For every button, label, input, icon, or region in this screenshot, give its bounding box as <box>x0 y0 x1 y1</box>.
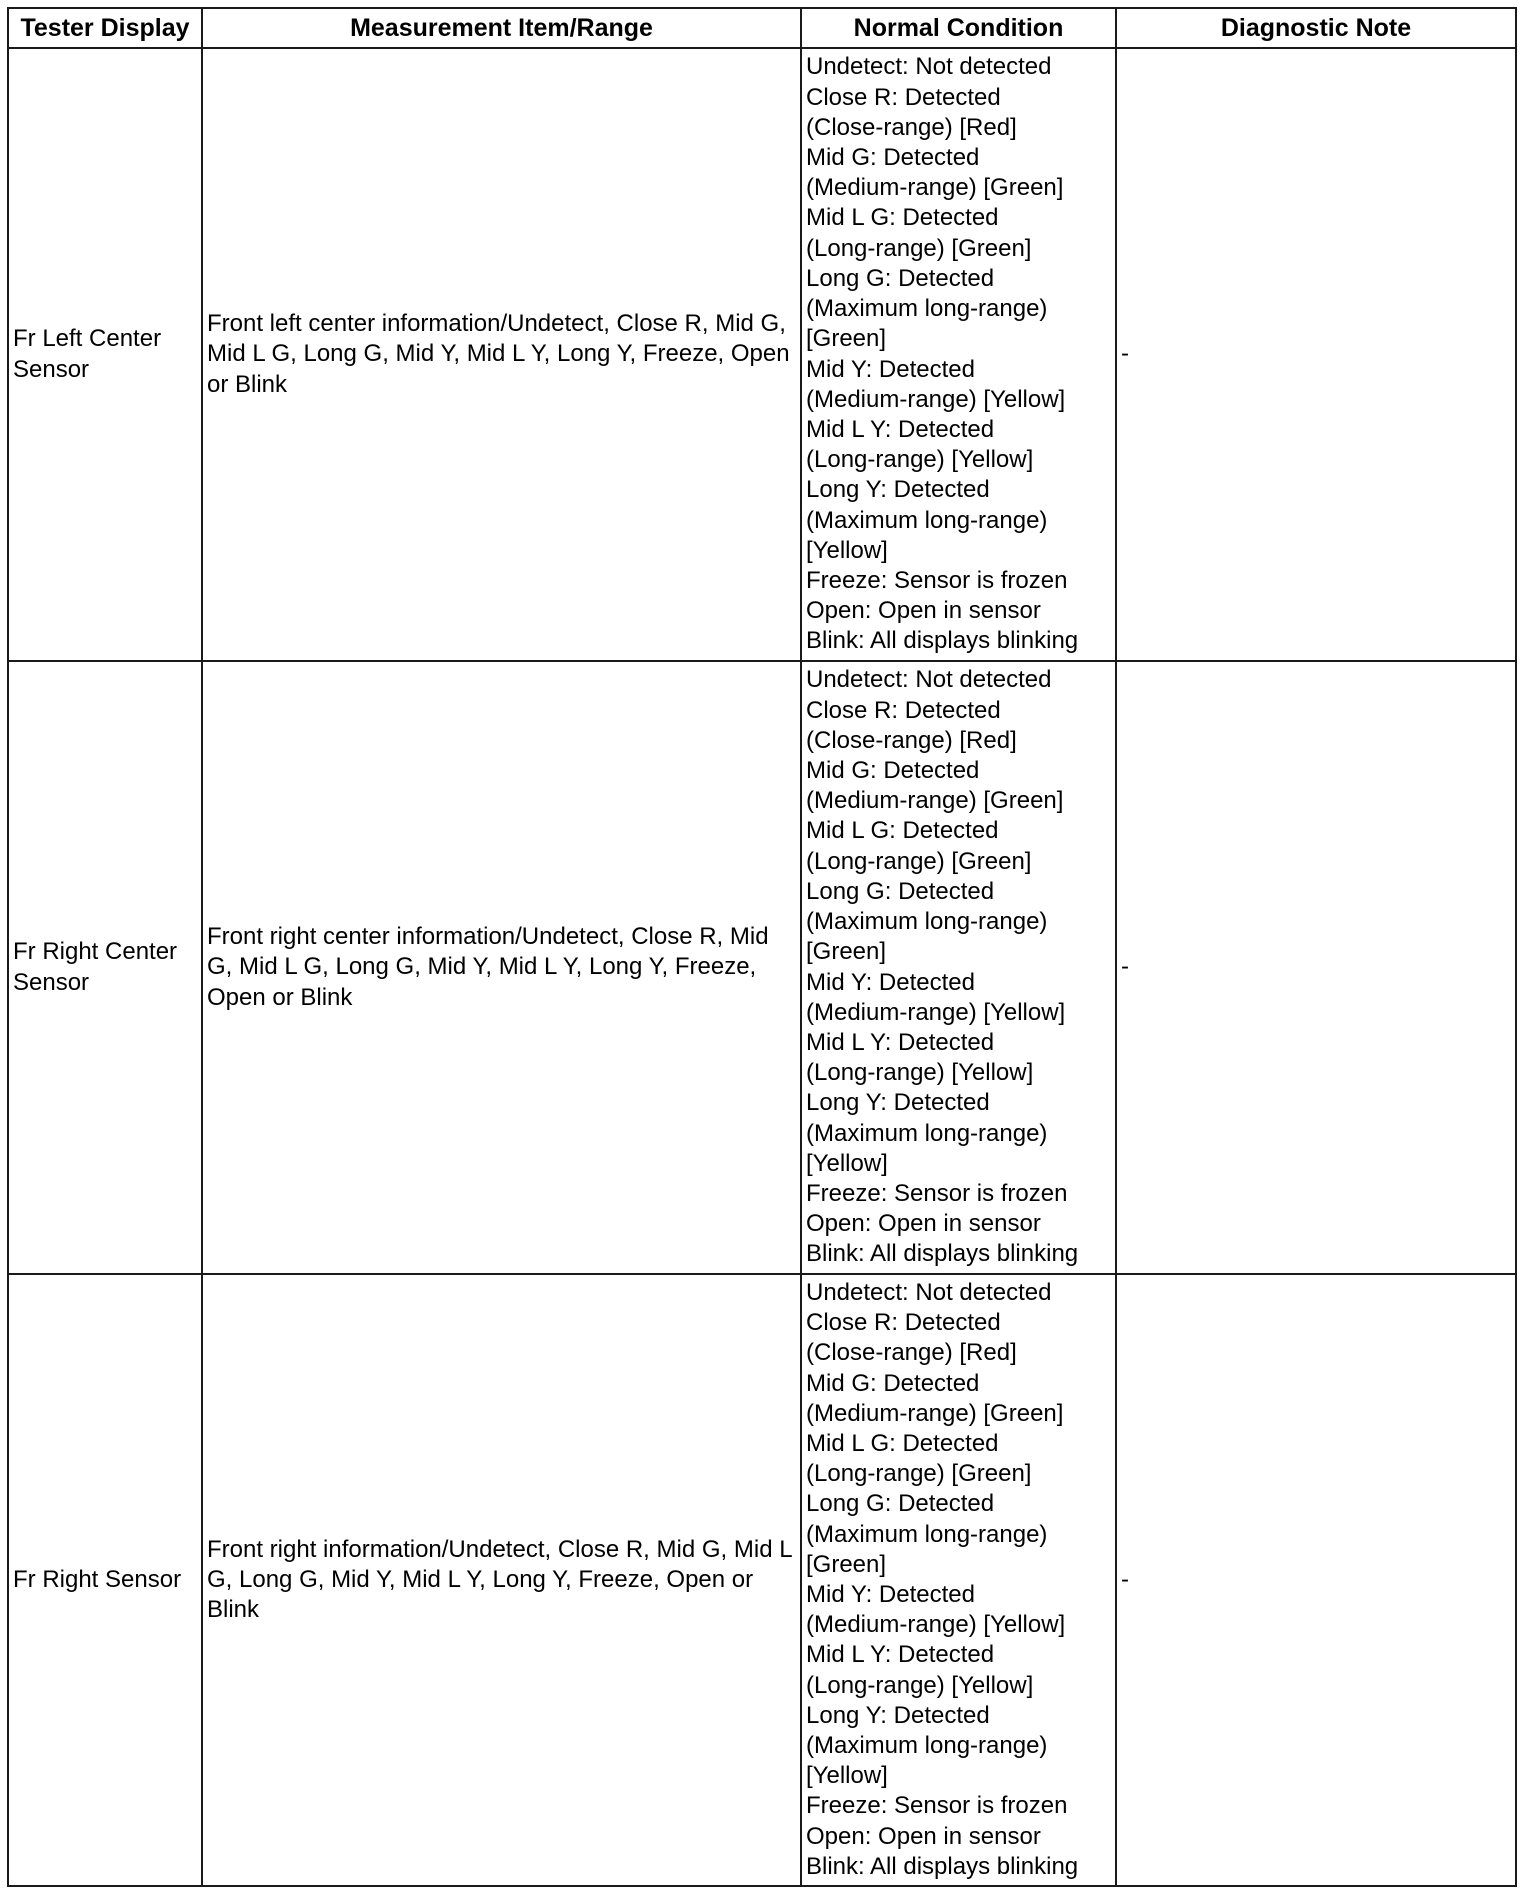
condition-line: (Medium-range) [Yellow] <box>806 385 1066 413</box>
condition-line: (Long-range) [Green] <box>806 847 1032 875</box>
condition-line: Mid L Y: Detected <box>806 1641 995 1669</box>
condition-line: Freeze: Sensor is frozen <box>806 1792 1068 1820</box>
normal-condition-cell <box>801 48 1116 661</box>
condition-line: [Yellow] <box>806 1149 888 1177</box>
condition-line: (Close-range) [Red] <box>806 726 1017 754</box>
condition-line: Long G: Detected <box>806 1490 995 1518</box>
condition-line: (Medium-range) [Yellow] <box>806 998 1066 1026</box>
condition-line: (Maximum long-range) <box>806 908 1048 936</box>
measurement-cell: Front right information/Undetect, Close R, Mid G, Mid L G, Long G, Mid Y, Mid L Y, Long Y, Freeze, Open or Blink <box>202 1274 801 1886</box>
condition-line: Long Y: Detected <box>806 476 990 504</box>
condition-line: (Medium-range) [Green] <box>806 1399 1064 1427</box>
condition-line: [Yellow] <box>806 1762 888 1790</box>
condition-line: (Medium-range) [Green] <box>806 787 1064 815</box>
condition-line: Close R: Detected <box>806 696 1001 724</box>
condition-line: (Maximum long-range) <box>806 506 1048 534</box>
table-row <box>8 48 1516 661</box>
condition-line: [Green] <box>806 1550 887 1578</box>
condition-line: (Long-range) [Green] <box>806 234 1032 262</box>
header-diagnostic-note: Diagnostic Note <box>1116 8 1516 48</box>
condition-line: (Maximum long-range) <box>806 1520 1048 1548</box>
condition-line: (Medium-range) [Green] <box>806 174 1064 202</box>
condition-line: Mid G: Detected <box>806 1369 980 1397</box>
condition-line: Mid L G: Detected <box>806 817 999 845</box>
tester-display-cell: Fr Right Center Sensor <box>8 661 202 1274</box>
header-row <box>8 8 1516 48</box>
condition-line: (Close-range) [Red] <box>806 113 1017 141</box>
condition-line: Blink: All displays blinking <box>806 1240 1079 1268</box>
condition-line: Mid G: Detected <box>806 144 980 172</box>
condition-line: Undetect: Not detected <box>806 53 1052 81</box>
condition-line: Undetect: Not detected <box>806 1278 1052 1306</box>
diagnostic-note-cell: - <box>1116 48 1516 661</box>
condition-line: Long Y: Detected <box>806 1089 990 1117</box>
condition-line: (Long-range) [Yellow] <box>806 1671 1034 1699</box>
condition-line: Open: Open in sensor <box>806 1822 1041 1850</box>
condition-line: Open: Open in sensor <box>806 597 1041 625</box>
condition-line: [Green] <box>806 938 887 966</box>
normal-condition-cell <box>801 1274 1116 1886</box>
condition-line: Long Y: Detected <box>806 1701 990 1729</box>
condition-line: Mid L G: Detected <box>806 204 999 232</box>
tester-display-cell: Fr Right Sensor <box>8 1274 202 1886</box>
condition-line: Long G: Detected <box>806 264 995 292</box>
condition-line: Open: Open in sensor <box>806 1210 1041 1238</box>
tester-display-cell: Fr Left Center Sensor <box>8 48 202 661</box>
table-row <box>8 661 1516 1274</box>
measurement-cell: Front left center information/Undetect, Close R, Mid G, Mid L G, Long G, Mid Y, Mid L Y, Long Y, Freeze, Open or Blink <box>202 48 801 661</box>
condition-line: (Maximum long-range) <box>806 295 1048 323</box>
header-normal-condition: Normal Condition <box>801 8 1116 48</box>
condition-line: Undetect: Not detected <box>806 666 1052 694</box>
condition-line: Mid Y: Detected <box>806 355 975 383</box>
condition-line: Mid Y: Detected <box>806 968 975 996</box>
condition-line: [Yellow] <box>806 536 888 564</box>
condition-line: (Long-range) [Green] <box>806 1460 1032 1488</box>
condition-line: (Long-range) [Yellow] <box>806 446 1034 474</box>
diagnostic-note-cell: - <box>1116 1274 1516 1886</box>
condition-line: Mid L G: Detected <box>806 1429 999 1457</box>
data-list-table <box>7 7 1517 1887</box>
condition-line: (Long-range) [Yellow] <box>806 1059 1034 1087</box>
condition-line: Close R: Detected <box>806 83 1001 111</box>
measurement-cell: Front right center information/Undetect, Close R, Mid G, Mid L G, Long G, Mid Y, Mid L Y, Long Y, Freeze, Open or Blink <box>202 661 801 1274</box>
condition-line: (Maximum long-range) <box>806 1119 1048 1147</box>
condition-line: Mid G: Detected <box>806 757 980 785</box>
condition-line: Blink: All displays blinking <box>806 1852 1079 1880</box>
condition-line: Freeze: Sensor is frozen <box>806 1179 1068 1207</box>
condition-line: Freeze: Sensor is frozen <box>806 566 1068 594</box>
condition-line: (Close-range) [Red] <box>806 1339 1017 1367</box>
condition-line: Close R: Detected <box>806 1309 1001 1337</box>
condition-line: (Medium-range) [Yellow] <box>806 1611 1066 1639</box>
header-tester-display: Tester Display <box>8 8 202 48</box>
condition-line: Blink: All displays blinking <box>806 627 1079 655</box>
condition-line: Mid L Y: Detected <box>806 415 995 443</box>
condition-line: Long G: Detected <box>806 877 995 905</box>
table-row <box>8 1274 1516 1886</box>
table-body <box>8 48 1516 1886</box>
diagnostic-note-cell: - <box>1116 661 1516 1274</box>
header-measurement: Measurement Item/Range <box>202 8 801 48</box>
condition-line: Mid L Y: Detected <box>806 1028 995 1056</box>
condition-line: [Green] <box>806 325 887 353</box>
normal-condition-cell <box>801 661 1116 1274</box>
condition-line: (Maximum long-range) <box>806 1732 1048 1760</box>
condition-line: Mid Y: Detected <box>806 1581 975 1608</box>
